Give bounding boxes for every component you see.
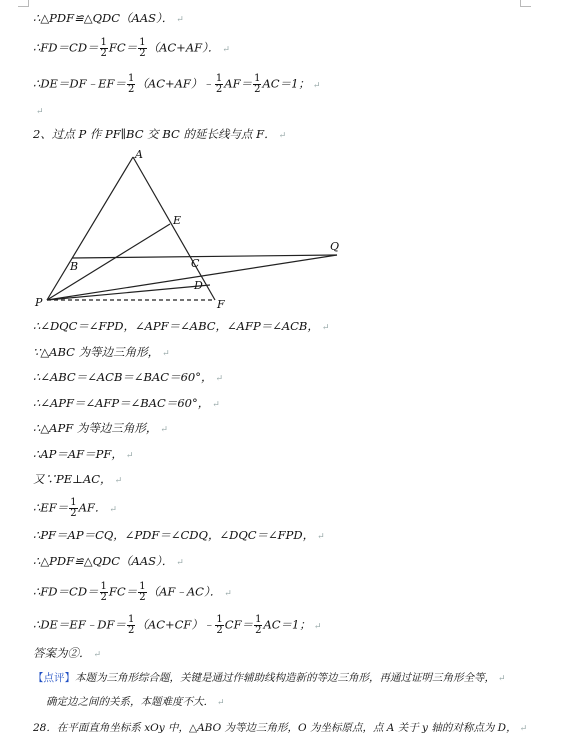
proof-line [33, 396, 220, 412]
text-run: AC＝1； [262, 76, 310, 91]
paragraph-mark-icon: ↵ [176, 558, 184, 568]
paragraph-mark-icon: ↵ [212, 400, 220, 410]
fraction-numerator: 1 [70, 497, 77, 508]
segment-AF [133, 157, 215, 300]
paragraph-mark-icon: ↵ [312, 80, 321, 91]
text-run: ∴PF＝AP＝CQ，∠PDF＝∠CDQ，∠DQC＝∠FPD， [33, 528, 315, 542]
fraction-denominator: 2 [100, 48, 107, 59]
proof-line [33, 127, 286, 143]
text-run: ∴AP＝AF＝PF， [33, 447, 123, 461]
fraction-denominator: 2 [216, 625, 223, 636]
fraction [127, 615, 135, 636]
text-run: AF＝ [224, 76, 253, 91]
proof-line [33, 345, 170, 361]
paragraph-mark-icon: ↵ [176, 15, 184, 25]
paragraph-mark-icon: ↵ [215, 374, 224, 384]
text-run: （AC+CF）﹣ [136, 617, 215, 632]
fraction-denominator: 2 [128, 84, 135, 95]
segment-PE [47, 224, 170, 300]
segment-BQ [72, 255, 337, 258]
proof-line [33, 528, 325, 544]
proof-line [33, 103, 44, 119]
text-run: 又∵PE⊥AC， [33, 472, 112, 486]
fraction [100, 38, 108, 59]
fraction-denominator: 2 [215, 84, 223, 95]
fraction-denominator: 2 [70, 508, 77, 519]
text-run: ∴∠DQC＝∠FPD，∠APF＝∠ABC，∠AFP＝∠ACB， [33, 319, 319, 333]
paragraph-mark-icon: ↵ [109, 504, 117, 515]
paragraph-mark-icon: ↵ [321, 323, 330, 333]
text-run: 2、过点 P 作 PF∥BC 交 BC 的延长线与点 F． [33, 127, 276, 141]
label-A: A [135, 148, 143, 161]
text-run: FC＝ [108, 40, 138, 55]
fraction-numerator: 1 [139, 37, 146, 48]
fraction-denominator: 2 [139, 592, 146, 603]
fraction [254, 615, 262, 636]
comment-line [33, 671, 506, 686]
fraction [138, 582, 146, 603]
text-run: ∴DE＝DF﹣EF＝ [33, 76, 127, 91]
proof-line [33, 472, 122, 488]
text-run: （AC+AF）． [147, 40, 220, 55]
answer-line [33, 646, 101, 662]
fraction-numerator: 1 [100, 37, 107, 48]
paragraph-mark-icon: ↵ [222, 44, 230, 55]
fraction-denominator: 2 [139, 48, 146, 59]
text-run: 28．在平面直角坐标系 xOy 中，△ABO 为等边三角形，O 为坐标原点，点 A 关于 y 轴的对称点为 D， [33, 722, 517, 734]
fraction-numerator: 1 [254, 73, 261, 84]
text-run: CF＝ [224, 617, 254, 632]
text-run: 答案为②． [33, 646, 91, 660]
proof-line [33, 370, 223, 386]
text-run: （AC+AF）﹣ [136, 76, 214, 91]
text-run: ∴△APF 为等边三角形， [33, 421, 158, 435]
label-E: E [173, 214, 182, 227]
paragraph-mark-icon: ↵ [36, 107, 44, 117]
crop-mark-top-left [18, 0, 29, 7]
comment-tag: 【点评】 [33, 672, 75, 684]
proof-line [33, 498, 117, 519]
label-P: P [35, 296, 43, 309]
text-run: ∴△PDF≌△QDC（AAS）． [33, 11, 174, 25]
proof-line [33, 74, 320, 95]
fraction-numerator: 1 [255, 614, 262, 625]
text-run: AF． [78, 500, 107, 515]
proof-line [33, 421, 168, 437]
fraction-numerator: 1 [215, 73, 223, 84]
fraction-denominator: 2 [128, 625, 135, 636]
paragraph-mark-icon: ↵ [125, 451, 134, 461]
paragraph-mark-icon: ↵ [160, 425, 168, 435]
proof-line [33, 554, 184, 570]
paragraph-mark-icon: ↵ [114, 476, 123, 486]
proof-line [33, 11, 184, 27]
paragraph-mark-icon: ↵ [498, 674, 506, 684]
label-C: C [191, 257, 200, 270]
text-run: ∴DE＝EF﹣DF＝ [33, 617, 127, 632]
fraction-denominator: 2 [255, 625, 262, 636]
text-run: ∴FD＝CD＝ [33, 584, 99, 599]
paragraph-mark-icon: ↵ [278, 131, 287, 141]
fraction [215, 74, 223, 95]
paragraph-mark-icon: ↵ [317, 532, 325, 542]
paragraph-mark-icon: ↵ [93, 650, 102, 660]
comment-line [46, 695, 225, 710]
text-run: ∴∠ABC＝∠ACB＝∠BAC＝60°， [33, 370, 213, 384]
fraction-numerator: 1 [216, 614, 223, 625]
proof-line [33, 447, 133, 463]
fraction [127, 74, 135, 95]
text-run: （AF﹣AC）． [147, 584, 222, 599]
label-B: B [70, 260, 79, 273]
fraction [253, 74, 261, 95]
text-run: 本题为三角形综合题，关键是通过作辅助线构造新的等边三角形，再通过证明三角形全等， [75, 672, 495, 684]
text-run: ∵△ABC 为等边三角形， [33, 345, 160, 359]
fraction-denominator: 2 [100, 592, 107, 603]
paragraph-mark-icon: ↵ [162, 349, 170, 359]
segment-AB [47, 157, 133, 300]
text-run: ∴EF＝ [33, 500, 69, 515]
proof-line [33, 319, 329, 335]
fraction [100, 582, 108, 603]
proof-line [33, 582, 232, 603]
proof-line [33, 615, 321, 636]
paragraph-mark-icon: ↵ [217, 698, 225, 708]
proof-line [33, 38, 230, 59]
fraction [215, 615, 223, 636]
text-run: FC＝ [108, 584, 138, 599]
segment-PQ [47, 255, 337, 300]
segment-PD [47, 285, 210, 300]
fraction-denominator: 2 [254, 84, 261, 95]
paragraph-mark-icon: ↵ [224, 588, 232, 599]
text-run: ∴∠APF＝∠AFP＝∠BAC＝60°， [33, 396, 210, 410]
fraction-numerator: 1 [128, 73, 135, 84]
fraction [69, 498, 77, 519]
fraction-numerator: 1 [139, 581, 146, 592]
paragraph-mark-icon: ↵ [313, 621, 322, 632]
label-Q: Q [330, 240, 340, 253]
fraction-numerator: 1 [128, 614, 135, 625]
fraction-numerator: 1 [100, 581, 107, 592]
question-line [33, 721, 527, 736]
text-run: AC＝1； [263, 617, 311, 632]
text-run: ∴FD＝CD＝ [33, 40, 99, 55]
label-F: F [217, 298, 225, 311]
text-run: ∴△PDF≌△QDC（AAS）． [33, 554, 174, 568]
paragraph-mark-icon: ↵ [519, 724, 528, 734]
crop-mark-top-right [520, 0, 531, 7]
fraction [138, 38, 146, 59]
text-run: 确定边之间的关系，本题难度不大． [46, 696, 214, 708]
label-D: D [194, 279, 203, 292]
